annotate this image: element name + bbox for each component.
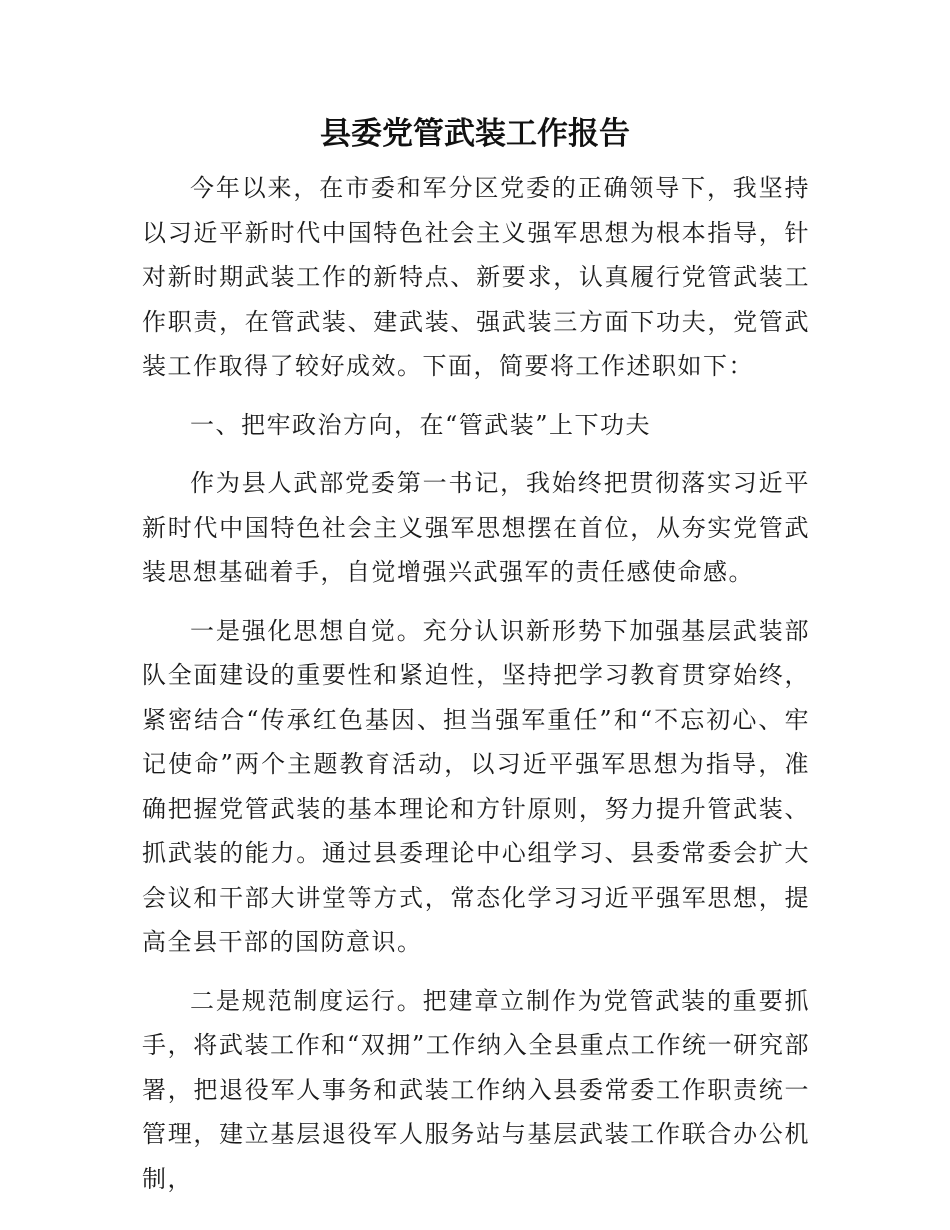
document-title: 县委党管武装工作报告 — [320, 116, 630, 152]
section-heading-1: 一、把牢政治方向，在“管武装”上下功夫 — [190, 410, 652, 439]
paragraph-point-1: 一是强化思想自觉。充分认识新形势下加强基层武装部队全面建设的重要性和紧迫性，坚持把学习教育贯穿始终，紧密结合“传承红色基因、担当强军重任”和“不忘初心、牢记使命”两个主题教育活动，以习近平强军思想为指导，准确把握党管武装的基本理论和方针原则，努力提升管武装、抓武装的能力。通过县委理论中心组学习、县委常委会扩大会议和干部大讲堂等方式，常态化学习习近平强军思想，提高全县干部的国防意识。 — [142, 616, 810, 956]
paragraph-point-2: 二是规范制度运行。把建章立制作为党管武装的重要抓手，将武装工作和“双拥”工作纳入全县重点工作统一研究部署，把退役军人事务和武装工作纳入县委常委工作职责统一管理，建立基层退役军人服务站与基层武装工作联合办公机制， — [142, 986, 810, 1193]
paragraph-section-1-intro: 作为县人武部党委第一书记，我始终把贯彻落实习近平新时代中国特色社会主义强军思想摆在首位，从夯实党管武装思想基础着手，自觉增强兴武强军的责任感使命感。 — [142, 469, 810, 586]
paragraph-intro: 今年以来，在市委和军分区党委的正确领导下，我坚持以习近平新时代中国特色社会主义强军思想为根本指导，针对新时期武装工作的新特点、新要求，认真履行党管武装工作职责，在管武装、建武装、强武装三方面下功夫，党管武装工作取得了较好成效。下面，简要将工作述职如下： — [142, 174, 810, 380]
document-body — [142, 166, 810, 1215]
